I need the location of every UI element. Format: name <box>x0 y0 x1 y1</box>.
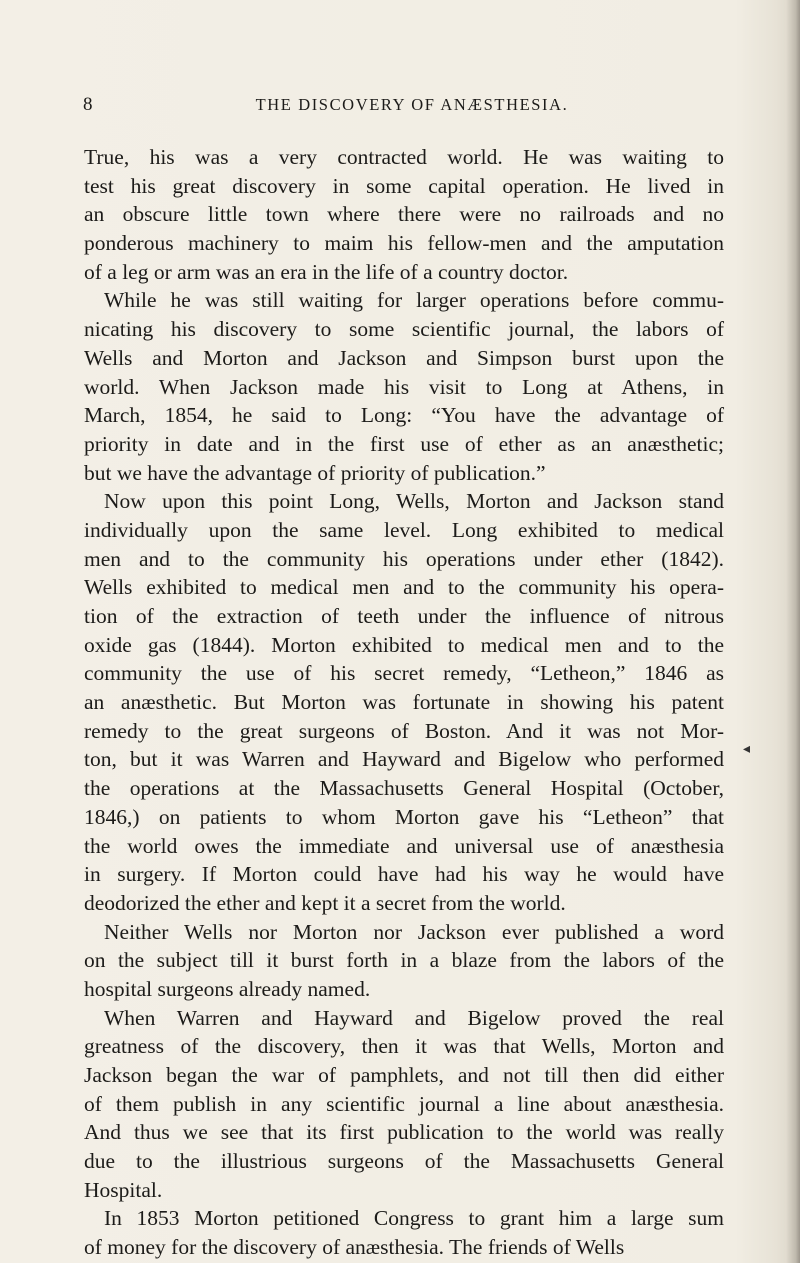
text-line: March, 1854, he said to Long: “You have the advantage of <box>84 403 724 428</box>
text-line: And thus we see that its first publication to the world was really <box>84 1120 724 1145</box>
text-line: of a leg or arm was an era in the life of a country doctor. <box>84 259 569 284</box>
text-line: True, his was a very contracted world. He was waiting to <box>84 145 724 169</box>
running-title: THE DISCOVERY OF ANÆSTHESIA. <box>255 95 569 114</box>
text-line: Hospital. <box>84 1177 163 1202</box>
text-line: due to the illustrious surgeons of the Massachusetts General <box>84 1149 724 1174</box>
text-line: nicating his discovery to some scientific journal, the labors of <box>84 317 724 342</box>
text-line: Now upon this point Long, Wells, Morton and Jackson stand <box>104 489 724 514</box>
text-line: in surgery. If Morton could have had his way he would have <box>84 862 724 887</box>
text-line: men and to the community his operations under ether (1842). <box>84 546 724 571</box>
page-header <box>83 94 723 118</box>
text-line: remedy to the great surgeons of Boston. And it was not Mor- <box>84 718 724 743</box>
text-line: world. When Jackson made his visit to Long at Athens, in <box>84 374 724 399</box>
page-number: 8 <box>83 94 93 115</box>
text-line: the operations at the Massachusetts General Hospital (October, <box>84 776 724 801</box>
text-line: greatness of the discovery, then it was that Wells, Morton and <box>84 1034 724 1059</box>
text-line: hospital surgeons already named. <box>84 976 371 1001</box>
text-line: but we have the advantage of priority of publication.” <box>84 460 546 485</box>
text-line: Jackson began the war of pamphlets, and not till then did either <box>84 1063 724 1087</box>
text-line: of money for the discovery of anæsthesia. The friends of Wells <box>84 1235 625 1260</box>
text-line: on the subject till it burst forth in a blaze from the labors of the <box>84 948 724 973</box>
text-line: Wells and Morton and Jackson and Simpson burst upon the <box>84 345 724 370</box>
text-line: priority in date and in the first use of ether as an anæsthetic; <box>84 431 724 456</box>
text-line: When Warren and Hayward and Bigelow proved the real <box>104 1005 724 1030</box>
text-line: an obscure little town where there were no railroads and no <box>84 202 724 227</box>
text-line: of them publish in any scientific journal a line about anæsthesia. <box>84 1091 724 1116</box>
text-line: individually upon the same level. Long exhibited to medical <box>84 517 724 542</box>
text-line: community the use of his secret remedy, “Letheon,” 1846 as <box>84 661 724 686</box>
text-line: the world owes the immediate and universal use of anæsthesia <box>84 833 724 858</box>
text-line: ponderous machinery to maim his fellow-men and the amputation <box>84 231 724 256</box>
text-line: Neither Wells nor Morton nor Jackson ever published a word <box>104 919 724 944</box>
text-line: Wells exhibited to medical men and to the community his opera- <box>84 575 724 600</box>
text-line: test his great discovery in some capital operation. He lived in <box>84 173 724 198</box>
margin-speck-icon: ◂ <box>743 742 751 757</box>
text-line: deodorized the ether and kept it a secret from the world. <box>84 890 566 915</box>
body-text <box>84 143 724 1262</box>
text-line: 1846,) on patients to whom Morton gave his “Letheon” that <box>84 804 724 829</box>
text-line: oxide gas (1844). Morton exhibited to medical men and to the <box>84 632 724 657</box>
text-line: While he was still waiting for larger operations before commu- <box>104 288 724 313</box>
text-line: In 1853 Morton petitioned Congress to grant him a large sum <box>104 1206 724 1231</box>
text-line: tion of the extraction of teeth under the influence of nitrous <box>84 604 724 628</box>
page-edge-shadow <box>786 0 800 1263</box>
text-line: an anæsthetic. But Morton was fortunate in showing his patent <box>84 690 724 715</box>
text-line: ton, but it was Warren and Hayward and Bigelow who performed <box>84 747 724 772</box>
